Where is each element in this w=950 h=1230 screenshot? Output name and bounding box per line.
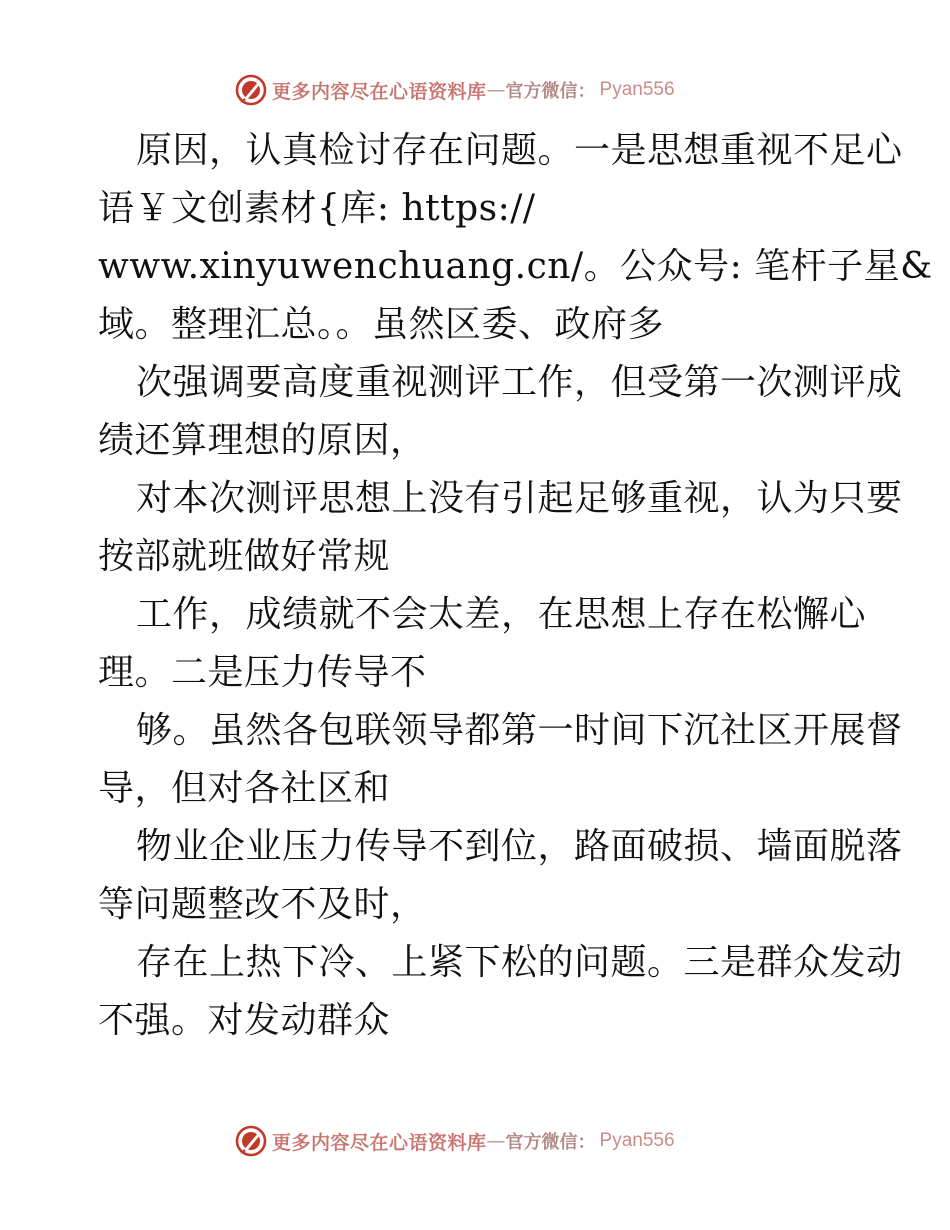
body-line: 绩还算理想的原因， [98,420,427,461]
body-line: 物业企业压力传导不到位，路面破损、墙面脱落 [136,826,903,867]
body-line: 够。虽然各包联领导都第一时间下沉社区开展督 [136,710,903,751]
banner-wechat-label: 官方微信： [505,1132,596,1153]
banner-wechat-id: Pyan556 [599,79,675,100]
body-line: 等问题整改不及时， [98,884,427,925]
banner-wechat-label: 官方微信： [505,81,596,102]
body-line: 按部就班做好常规 [98,536,391,577]
body-line: 不强。对发动群众 [98,1000,391,1041]
footer-watermark-banner [234,1121,754,1161]
quill-logo-icon [234,73,268,107]
body-line: 原因，认真检讨存在问题。一是思想重视不足心 [136,130,903,171]
banner-dash: — [486,1130,506,1152]
banner-main-text: 更多内容尽在心语资料库 [272,80,487,103]
header-watermark-banner [234,70,754,110]
body-line: www.xinyuwenchuang.cn/。公众号: 笔杆子星& [98,246,933,287]
banner-main-text: 更多内容尽在心语资料库 [272,1131,487,1154]
banner-dash: — [486,79,506,101]
banner-wechat-id: Pyan556 [599,1130,675,1151]
document-body [98,122,933,1050]
body-line: 次强调要高度重视测评工作，但受第一次测评成 [136,362,903,403]
body-line: 导，但对各社区和 [98,768,391,809]
body-line: 对本次测评思想上没有引起足够重视，认为只要 [136,478,903,519]
body-line: 语￥文创素材{库: https:// [98,188,536,229]
body-line: 域。整理汇总。。虽然区委、政府多 [98,304,665,345]
quill-logo-icon [234,1124,268,1158]
body-line: 存在上热下冷、上紧下松的问题。三是群众发动 [136,942,903,983]
body-line: 工作，成绩就不会太差，在思想上存在松懈心 [136,594,867,635]
body-line: 理。二是压力传导不 [98,652,427,693]
